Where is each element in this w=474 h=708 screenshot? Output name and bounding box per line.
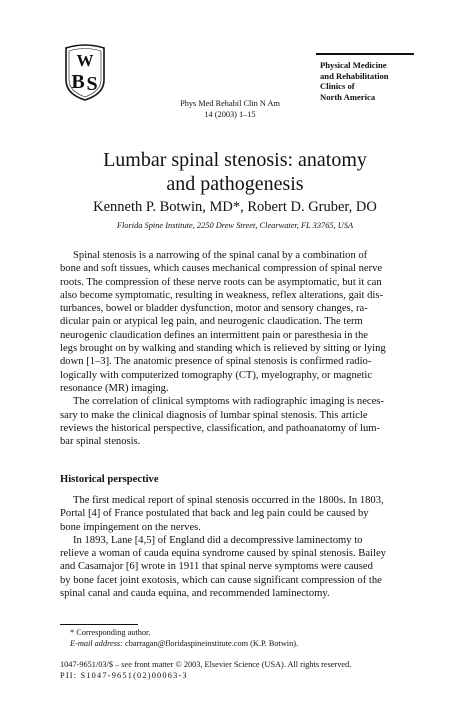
- footnote: [60, 628, 420, 650]
- article-authors: Kenneth P. Botwin, MD*, Robert D. Gruber, DO: [93, 199, 377, 215]
- section-heading: Historical perspective: [60, 474, 159, 485]
- text-line: also become symptomatic, resulting in weakness, reflex alterations, gait dis-: [60, 289, 384, 301]
- text-line: Spinal stenosis is a narrowing of the spinal canal by a combination of: [73, 250, 368, 261]
- article-title: [40, 148, 430, 196]
- journal-name: [320, 60, 420, 102]
- journal-name-line: and Rehabilitation: [320, 70, 389, 81]
- text-line: dicular pain or atypical leg pain, and neurogenic claudication. The term: [60, 316, 363, 328]
- text-line: resonance (MR) imaging.: [60, 382, 169, 394]
- journal-citation: [160, 98, 300, 120]
- text-line: In 1893, Lane [4,5] of England did a decompressive laminectomy to: [73, 534, 363, 546]
- text-line: logically with computerized tomography (CT), myelography, or magnetic: [60, 369, 373, 381]
- copyright-line: 1047-9651/03/$ – see front matter © 2003, Elsevier Science (USA). All rights reserved.: [60, 660, 352, 669]
- journal-citation-volume: 14 (2003) 1–15: [204, 110, 256, 119]
- text-line: reviews the historical perspective, classification, and pathoanatomy of lum-: [60, 422, 381, 434]
- text-line: neurogenic claudication defines an intermittent pain or paresthesia in the: [60, 329, 368, 341]
- copyright-block: [60, 659, 420, 681]
- svg-text:W: W: [76, 51, 94, 70]
- text-line: relieve a woman of cauda equina syndrome caused by spinal stenosis. Bailey: [60, 548, 386, 560]
- text-line: sary to make the clinical diagnosis of lumbar spinal stenosis. This article: [60, 409, 368, 421]
- email-label: E-mail address:: [70, 638, 123, 648]
- text-line: The correlation of clinical symptoms with radiographic imaging is neces-: [73, 396, 384, 408]
- journal-name-line: Physical Medicine: [320, 60, 387, 70]
- journal-citation-title: Phys Med Rehabil Clin N Am: [180, 99, 280, 108]
- email-note: [60, 639, 420, 650]
- email-address: cbarragan@floridaspineinstitute.com (K.P. Botwin).: [125, 638, 299, 648]
- author-affiliation: Florida Spine Institute, 2250 Drew Street, Clearwater, FL 33765, USA: [116, 221, 354, 230]
- intro-text: [60, 249, 414, 448]
- text-line: legs brought on by walking and standing which is relieved by sitting or lying: [60, 343, 386, 355]
- text-line: down [1–3]. The anatomic presence of spinal stenosis is confirmed radio-: [60, 356, 372, 368]
- text-line: The first medical report of spinal stenosis occurred in the 1800s. In 1803,: [73, 495, 384, 506]
- text-line: spinal canal and cauda equina, and recommended laminectomy.: [60, 588, 330, 600]
- svg-text:S: S: [86, 73, 98, 95]
- svg-text:B: B: [71, 71, 85, 93]
- journal-name-rule: [316, 53, 414, 55]
- text-line: bone impingement on the nerves.: [60, 521, 201, 533]
- history-text: [60, 494, 414, 600]
- text-line: turbances, bowel or bladder dysfunction, motor and sensory changes, ra-: [60, 303, 368, 315]
- journal-name-line: Clinics of: [320, 81, 355, 91]
- footnote-rule: [60, 624, 138, 625]
- wbs-publisher-logo-icon: [60, 44, 110, 102]
- text-line: roots. The compression of these nerve roots can be asymptomatic, but it can: [60, 276, 382, 288]
- article-title-line: and pathogenesis: [166, 173, 304, 195]
- text-line: bar spinal stenosis.: [60, 436, 141, 448]
- journal-name-line: North America: [320, 91, 376, 102]
- pii-line: PII: S1047-9651(02)00063-3: [60, 671, 188, 680]
- text-line: by bone facet joint exotosis, which can cause significant compression of the: [60, 574, 382, 586]
- article-title-line: Lumbar spinal stenosis: anatomy: [103, 149, 367, 171]
- text-line: bone and soft tissues, which causes mechanical compression of spinal nerve: [60, 263, 383, 275]
- text-line: and Casamajor [6] wrote in 1911 that spinal nerve symptoms were caused: [60, 561, 373, 573]
- corresponding-author-note: * Corresponding author.: [70, 628, 151, 637]
- text-line: Portal [4] of France postulated that back and leg pain could be caused by: [60, 508, 369, 520]
